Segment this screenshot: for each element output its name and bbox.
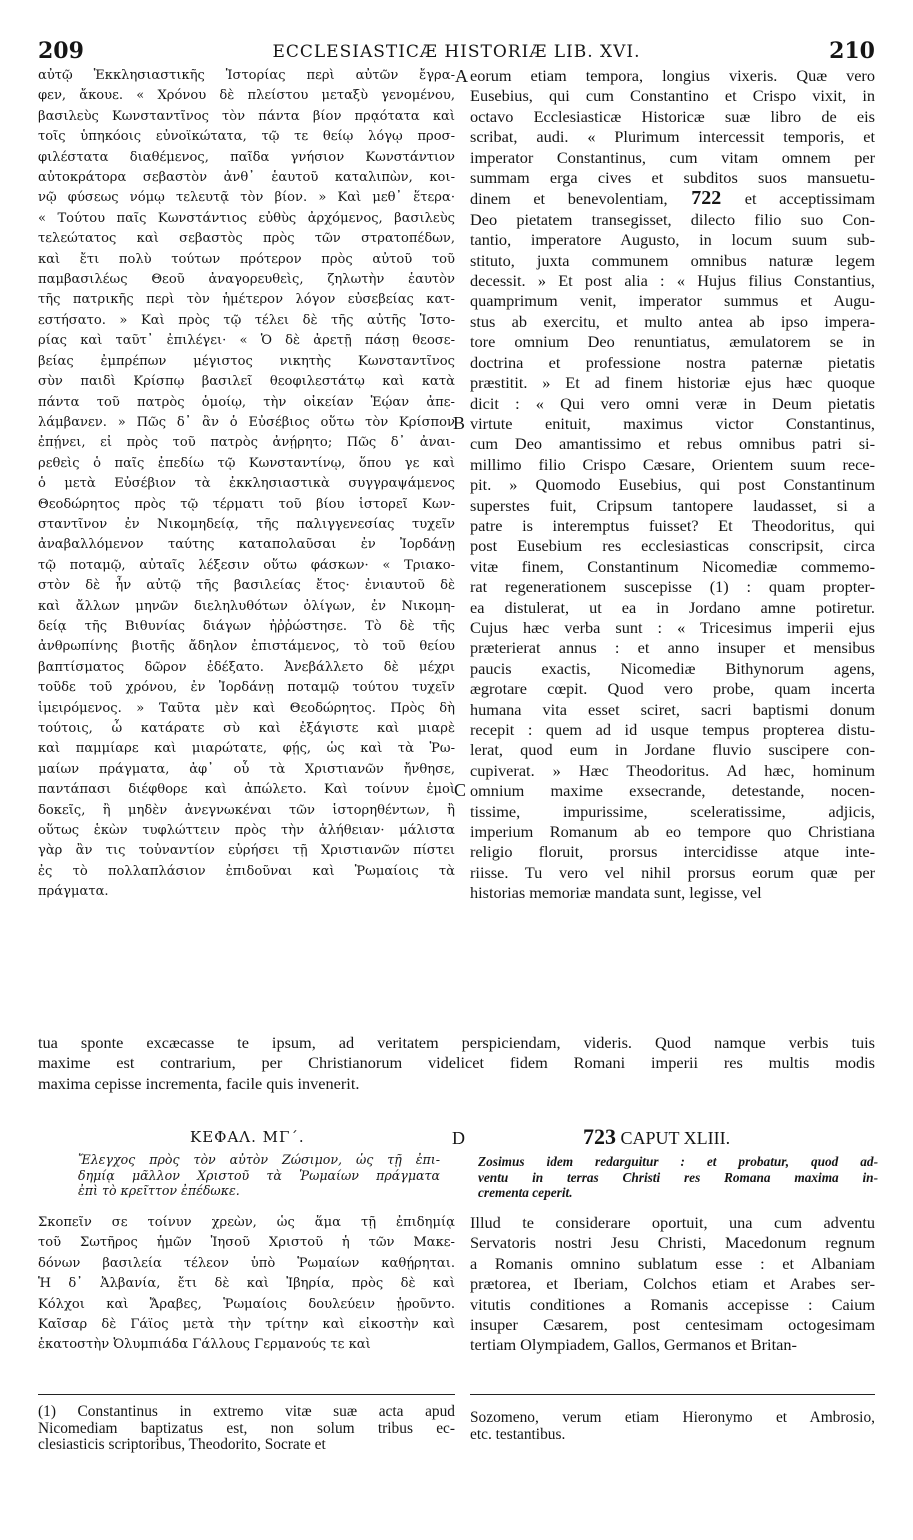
- latin-text-line: maxima cepisse incrementa, facile quis invenerit.: [38, 1073, 360, 1093]
- greek-body-line: Σκοπεῖν σε τοίνυν χρεὼν, ὡς ἅμα τῇ ἐπιδημίᾳ: [38, 1215, 455, 1230]
- greek-text-line: ἀνθρωπίνης βιοτῆς ἄδηλον ἐπιστάμενος, τὸ τοῦ θείου: [38, 639, 455, 655]
- latin-text-line: tissime, impurissime, sceleratissime, adjicis,: [470, 801, 875, 821]
- latin-text-line: imperium Romanum ab eo tempore quo Christiana: [470, 822, 875, 842]
- latin-text-line: religio floruit, prorsus intercidisse atque inte-: [470, 842, 875, 862]
- greek-text-line: ἀναβαλλόμενον ταύτης καταπολαῦσαι ἐν Ἰορδάνῃ: [38, 537, 455, 553]
- latin-text-line: doctrina et professione nostra paternæ pietatis: [470, 352, 875, 372]
- latin-text-line: dinem et benevolentiam, 722 et acceptissimam: [470, 187, 875, 210]
- latin-text-line-continuation: et acceptissimam: [744, 189, 875, 209]
- greek-text-line: ἱμειρόμενος. » Ταῦτα μὲν καὶ Θεοδώρητος. Πρὸς δὴ: [38, 700, 455, 716]
- page-number-left: 209: [38, 38, 84, 64]
- greek-body-line: Κόλχοι καὶ Ἄραβες, Ῥωμαίοις δουλεύειν ᾑροῦντο.: [38, 1296, 455, 1312]
- running-header: [38, 38, 875, 64]
- greek-text-line: καὶ παμμίαρε καὶ μιαρώτατε, φῄς, ὡς καὶ τὰ Ῥω-: [38, 741, 455, 757]
- greek-text-line: στὸν δὲ ἦν αὐτῷ τῆς βασιλείας ἔτος· ἐνιαυτοῦ δὲ: [38, 578, 455, 594]
- latin-chapter-body: [470, 1213, 875, 1359]
- latin-text-line: historias memoriæ mandata sunt, legisse, vel: [470, 883, 762, 903]
- latin-text-line: præstitit. » Et ad finem historiæ ejus hæc quoque: [470, 373, 875, 393]
- greek-text-line: ἐς τὸ πολλαπλάσιον ἐπιδοῦναι καὶ Ῥωμαίοις τὰ: [38, 863, 455, 879]
- latin-text-line: pit. » Quomodo Eusebius, qui post Constantinum: [470, 475, 875, 495]
- latin-text-line: stituto, juxta communem omnibus naturæ legem: [470, 250, 875, 270]
- margin-letter-b: B: [453, 413, 466, 433]
- greek-text-line: τούτοις, ὦ κατάρατε σὺ καὶ ἐξάγιστε καὶ μιαρὲ: [38, 721, 455, 736]
- latin-text-line: eorum etiam tempora, longius vixeris. Quæ vero: [470, 66, 875, 85]
- greek-text-line: βαπτίσματος δῶρον ἐδέξατο. Ἀνεβάλλετο δὲ μέχρι: [38, 659, 455, 675]
- latin-body-line: a Romanis omnino sublatum esse : et Albaniam: [470, 1253, 875, 1273]
- footnote-rule-right: [470, 1394, 875, 1395]
- greek-text-line: φιλέστατα διαθέμενος, παῖδα γνήσιον Κωνστάντιον: [38, 149, 455, 165]
- latin-text-line: tore omnium Deo renuntiatus, æmulatorem se in: [470, 332, 875, 352]
- greek-text-line: καὶ ἄλλων μηνῶν διεληλυθότων ὀλίγων, ἐν Νικομη-: [38, 598, 455, 614]
- greek-text-line: ἐπῄνει, εἰ πρὸς τοῦ πατρὸς ἀνῄρητο; Πῶς δ᾽ ἀναι-: [38, 435, 455, 451]
- greek-text-line: « Τούτου παῖς Κωνστάντιος εὐθὺς ἀρχόμενος, βασιλεὺς: [38, 210, 455, 226]
- footnote-line: (1) Constantinus in extremo vitæ suæ acta apud: [38, 1404, 455, 1420]
- latin-text-line: Deo pietatem transegisset, dilecto filio suo Con-: [470, 209, 875, 229]
- latin-text-line: riisse. Tu vero vel nihil prorsus eorum quæ per: [470, 862, 875, 882]
- greek-text-line: ρίας καὶ ταῦτ᾽ ἐπιλέγει· « Ὁ δὲ ἀρετῇ πάσῃ θεοσε-: [38, 333, 455, 349]
- column-number-722: 722: [667, 187, 745, 210]
- greek-text-line: τοῖς ὑπηκόοις εὐνοϊκώτατα, τῷ τε θείῳ λόγῳ προσ-: [38, 129, 455, 145]
- latin-text-line: millimo filio Crispo Cæsare, Orientem suum rece-: [470, 454, 875, 474]
- greek-text-line: παντάπασι διέφθορε καὶ ἀπώλετο. Καὶ τοίνυν ἐμοὶ: [38, 782, 455, 798]
- running-title: ECCLESIASTICÆ HISTORIÆ LIB. XVI.: [272, 42, 641, 62]
- latin-text-line: octavo Ecclesiasticæ Historicæ suæ libro de eis: [470, 106, 875, 126]
- latin-text-line: maxime est contrarium, per Christianorum videlicet fidem Romani imperii res multis modis: [38, 1053, 875, 1073]
- latin-text-line: humana vita esset sciret, sacri baptismi donum: [470, 699, 875, 719]
- greek-text-line: φεν, ἄκουε. « Χρόνου δὲ πλείστου μεταξὺ γενομένου,: [38, 88, 455, 104]
- greek-text-line: βείας ἐμπρέπων μέγιστος νικητὴς Κωνσταντῖνος: [38, 353, 455, 369]
- latin-column-top: [470, 66, 875, 1036]
- latin-body-line: tertiam Olympiadem, Gallos, Germanos et Britan-: [470, 1335, 797, 1355]
- footnote-rule-left: [38, 1394, 455, 1395]
- greek-text-line: σὺν παιδὶ Κρίσπῳ βασιλεῖ θεοφιλεστάτῳ καὶ κατὰ: [38, 374, 455, 390]
- latin-text-line: decessit. » Et post alia : « Hujus filius Constantius,: [470, 271, 875, 291]
- latin-text-line: paucis exactis, Nicomediæ Bithynorum agens,: [470, 658, 875, 678]
- latin-text-line: præterierat annus : et anno insuper et mensibus: [470, 638, 875, 658]
- latin-text-line: imperator Constantinus, cum vitam omnem per: [470, 147, 875, 167]
- greek-text-line: τελεώτατος καὶ σεβαστὸς πρὸς τῶν στρατοπέδων,: [38, 231, 455, 247]
- latin-text-line: tantio, imperatore Augusto, in locum suum sub-: [470, 230, 875, 250]
- latin-summary-line: crementa ceperit.: [478, 1185, 573, 1200]
- latin-text-line: ægrotare cœpit. Quod vero probe, quam incerta: [470, 679, 875, 699]
- footnote-line: Nicomediam baptizatus est, non solum tribus ec-: [38, 1419, 455, 1437]
- footnote-line: Sozomeno, verum etiam Hieronymo et Ambrosio,: [470, 1410, 875, 1426]
- latin-text-line: cupiverat. » Hæc Theodoritus. Ad hæc, hominum: [470, 760, 875, 780]
- latin-summary-line: Zosimus idem redarguitur : et probatur, quod ad-: [478, 1154, 878, 1169]
- greek-column-top: [38, 66, 455, 1030]
- greek-text-line: ὁ μετὰ Εὐσέβιον τὰ ἐκκλησιαστικὰ συγγραψάμενος: [38, 476, 455, 492]
- greek-text-line: οὕτως ἑκὼν τυφλώττειν πρὸς τὴν ἀλήθειαν· μάλιστα: [38, 823, 455, 839]
- footnote-line: etc. testantibus.: [470, 1425, 566, 1443]
- latin-text-line: dicit : « Qui vero omni veræ in Deum pietatis: [470, 393, 875, 413]
- greek-text-line: πάντα τοῦ πατρὸς ὁμοίῳ, τὴν οἰκείαν Ἑῴαν ἀπε-: [38, 394, 455, 410]
- footnote-line: clesiasticis scriptoribus, Theodorito, Socrate et: [38, 1436, 326, 1453]
- greek-summary-line: Ἔλεγχος πρὸς τὸν αὐτὸν Ζώσιμον, ὡς τῇ ἐπι-: [78, 1152, 440, 1167]
- latin-text-line: lerat, quod eum in Jordane fluvio suscipere con-: [470, 740, 875, 760]
- latin-text-line: rat regenerationem suscepisse (1) : quam propter-: [470, 577, 875, 597]
- greek-summary-line: ἐπὶ τὸ κρεῖττον ἐπέδωκε.: [78, 1183, 240, 1198]
- greek-chapter-title: ΚΕΦΑΛ. ΜΓ΄.: [190, 1128, 305, 1146]
- greek-chapter-summary: [78, 1152, 440, 1202]
- greek-text-line: πράγματα.: [38, 884, 109, 900]
- footnote-left: [38, 1404, 455, 1460]
- greek-text-line: εστήσατο. » Καὶ πρὸς τῷ τέλει δὲ τῆς αὐτῆς Ἱστο-: [38, 312, 455, 328]
- latin-text-line: quamprimum venit, imperator summus et Augu-: [470, 291, 875, 311]
- latin-body-line: vitutis conditiones a Romanis accepisse : Caium: [470, 1294, 875, 1314]
- greek-body-line: δόνων βασιλεία τέλεον ὑπὸ Ῥωμαίων καθῄρηται.: [38, 1255, 455, 1271]
- margin-letter-a: A: [455, 66, 468, 86]
- latin-text-line: stus ab exercitu, et multo antea ab ipso impera-: [470, 311, 875, 331]
- latin-text-line: scribat, audi. « Plurimum intercessit temporis, et: [470, 127, 875, 147]
- latin-text-line: patre is interemptus fuisset? Et Theodoritus, qui: [470, 515, 875, 535]
- page-number-right: 210: [829, 38, 875, 64]
- greek-text-line: βασιλεὺς Κωνσταντῖνος τὸν πάντα βίον πρᾳότατα καὶ: [38, 108, 455, 124]
- greek-text-line: ρεθεὶς ὁ παῖς ἐπεδίω τῷ Κωνσταντίνῳ, ὅπου γε καὶ: [38, 455, 455, 471]
- latin-body-line: insuper Cæsarem, post centesimam octogesimam: [470, 1315, 875, 1335]
- greek-text-line: λάμβανεν. » Πῶς δ᾽ ἂν ὁ Εὐσέβιος οὕτω τὸν Κρίσπον: [38, 414, 455, 430]
- footnote-right: [470, 1410, 875, 1450]
- latin-chapter-title: CAPUT XLIII.: [620, 1128, 731, 1148]
- greek-text-line: γὰρ ἂν τις τοὐναντίον εὑρήσει τῇ Χριστιανῶν πίστει: [38, 843, 455, 859]
- latin-body-line: Servatoris nostri Jesu Christi, Macedonum regnum: [470, 1233, 875, 1253]
- latin-text-line: recepit : quem ad id usque tempus propterea distu-: [470, 720, 875, 739]
- greek-text-line: τοῦδε τοῦ χρόνου, ἐν Ἰορδάνῃ ποταμῷ τούτου τυχεῖν: [38, 680, 455, 696]
- latin-text-line: superstes fuit, Cripsum tantopere laudasset, si a: [470, 495, 875, 515]
- greek-chapter-body: [38, 1213, 455, 1359]
- latin-text-line: virtute enituit, maximus victor Constantinus,: [470, 413, 875, 433]
- latin-chapter-summary: [478, 1154, 878, 1204]
- latin-continuation-full-width: [38, 1033, 875, 1099]
- greek-text-line: αὐτοκράτορα σεβαστὸν ἀνθ᾽ ἑαυτοῦ καταλιπὼν, κοι-: [38, 170, 455, 186]
- latin-chapter-heading: [583, 1124, 730, 1150]
- greek-text-line: τῷ ποταμῷ, αὐταῖς λέξεσιν οὕτω φάσκων· « Τριακο-: [38, 557, 455, 573]
- latin-text-line: omnium maxime exsecrande, detestande, nocen-: [470, 781, 875, 801]
- latin-text-line: summam erga cives et subditos suos mansuetu-: [470, 168, 875, 188]
- greek-text-line: τῆς πατρικῆς περὶ τὸν ἡμέτερον λόγον εὐσεβείας κατ-: [38, 292, 455, 308]
- latin-column-number: 723: [583, 1124, 616, 1149]
- greek-body-line: ἑκατοστὴν Ὀλυμπιάδα Γάλλους Γερμανούς τε καὶ: [38, 1337, 371, 1353]
- greek-text-line: σταντῖνον ἐν Νικομηδείᾳ, τῆς παλιγγενεσίας τυχεῖν: [38, 516, 455, 532]
- greek-body-line: Ἡ δ᾽ Ἀλβανία, ἔτι δὲ καὶ Ἰβηρία, πρὸς δὲ καὶ: [38, 1276, 455, 1292]
- latin-body-line: Illud te considerare oportuit, una cum adventu: [470, 1213, 875, 1232]
- greek-text-line: μαίων πράγματα, ἀφ᾽ οὗ τὰ Χριστιανῶν ἤνθησε,: [38, 761, 455, 777]
- latin-summary-line: ventu in terras Christi res Romana maxima in-: [478, 1169, 878, 1185]
- greek-text-line: δείᾳ τῆς Βιθυνίας διάγων ἠῤῥώστησε. Τὸ δὲ τῆς: [38, 618, 455, 634]
- greek-text-line: νῷ φύσεως νόμῳ τελευτᾷ τὸν βίον. » Καὶ μεθ᾽ ἕτερα·: [38, 190, 455, 206]
- greek-body-line: τοῦ Σωτῆρος ἡμῶν Ἰησοῦ Χριστοῦ ἡ τῶν Μακε-: [38, 1235, 455, 1251]
- latin-text-line: cum Deo amantissimo et rebus omnibus patri si-: [470, 434, 875, 454]
- latin-text-line: Cujus hæc verba sunt : « Tricesimus imperii ejus: [470, 617, 875, 637]
- greek-body-line: Καῖσαρ δὲ Γάϊος μετὰ τὴν τρίτην καὶ εἰκοστὴν καὶ: [38, 1317, 455, 1333]
- latin-text-line: ea distulerat, ut ea in Jordano amne potiretur.: [470, 597, 875, 617]
- greek-summary-line: δημίᾳ μᾶλλον Χριστοῦ τὰ Ῥωμαίων πράγματα: [78, 1167, 440, 1183]
- margin-letter-c: C: [454, 780, 467, 800]
- latin-text-line: vitæ finem, Constantinum Nicomediæ commemo-: [470, 556, 875, 576]
- greek-text-line: Θεοδώρητος πρὸς τῷ τέρματι τοῦ βίου ἱστορεῖ Κων-: [38, 496, 455, 512]
- latin-text-line: Eusebius, qui cum Constantino et Crispo vixit, in: [470, 86, 875, 106]
- greek-text-line: παμβασιλέως Θεοῦ ἀναγορευθεὶς, ζηλωτὴν ἑαυτὸν: [38, 272, 455, 288]
- margin-letter-d: D: [452, 1128, 465, 1148]
- greek-text-line: δοκεῖς, ἢ μηδὲν ἀνεγνωκέναι τῶν ἱστορηθέντων, ἢ: [38, 802, 455, 818]
- latin-body-line: prætorea, et Iberiam, Colchos etiam et Arabes ser-: [470, 1274, 875, 1294]
- greek-text-line: αὐτῷ Ἐκκλησιαστικῆς Ἱστορίας περὶ αὐτῶν ἔγρα-: [38, 68, 455, 83]
- latin-text-line: tua sponte excæcasse te ipsum, ad veritatem perspiciendam, videris. Quod namque verbis tuis: [38, 1033, 875, 1052]
- latin-text-line: post Eusebium res ecclesiasticas conscripsit, circa: [470, 536, 875, 556]
- greek-text-line: καὶ ἔτι πολὺ τούτων πρότερον πρὸς αὐτοῦ τοῦ: [38, 251, 455, 267]
